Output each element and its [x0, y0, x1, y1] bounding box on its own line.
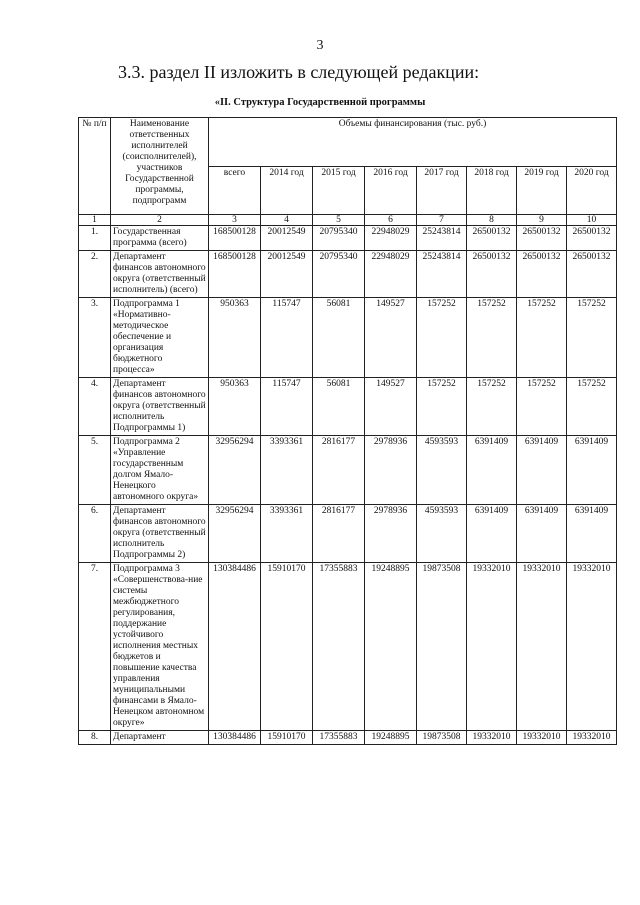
value-cell: 32956294 — [209, 505, 261, 563]
table-row — [79, 226, 617, 251]
value-cell: 157252 — [517, 378, 567, 436]
value-cell: 56081 — [313, 378, 365, 436]
value-cell: 6391409 — [567, 505, 617, 563]
value-cell: 168500128 — [209, 251, 261, 298]
column-index: 5 — [313, 215, 365, 226]
value-cell: 168500128 — [209, 226, 261, 251]
value-cell: 2978936 — [365, 505, 417, 563]
value-cell: 115747 — [261, 378, 313, 436]
row-name: Департамент — [111, 731, 209, 745]
value-cell: 4593593 — [417, 436, 467, 505]
value-cell: 3393361 — [261, 505, 313, 563]
value-cell: 19873508 — [417, 731, 467, 745]
row-name: Государственная программа (всего) — [111, 226, 209, 251]
value-cell: 19873508 — [417, 563, 467, 731]
row-name: Департамент финансов автономного округа (ответственный исполнитель) (всего) — [111, 251, 209, 298]
value-cell: 4593593 — [417, 505, 467, 563]
value-cell: 26500132 — [517, 226, 567, 251]
value-cell: 19248895 — [365, 731, 417, 745]
value-cell: 19332010 — [517, 563, 567, 731]
value-cell: 22948029 — [365, 251, 417, 298]
column-index: 2 — [111, 215, 209, 226]
value-cell: 19332010 — [567, 731, 617, 745]
value-cell: 6391409 — [567, 436, 617, 505]
value-cell: 20795340 — [313, 251, 365, 298]
row-number: 6. — [79, 505, 111, 563]
value-cell: 157252 — [467, 298, 517, 378]
funding-table — [78, 117, 617, 745]
value-cell: 157252 — [567, 378, 617, 436]
value-cell: 25243814 — [417, 251, 467, 298]
value-cell: 20012549 — [261, 226, 313, 251]
row-number: 4. — [79, 378, 111, 436]
value-cell: 26500132 — [517, 251, 567, 298]
year-header: 2015 год — [313, 166, 365, 215]
value-cell: 15910170 — [261, 731, 313, 745]
year-header: 2014 год — [261, 166, 313, 215]
year-header: 2020 год — [567, 166, 617, 215]
value-cell: 22948029 — [365, 226, 417, 251]
year-header: 2016 год — [365, 166, 417, 215]
row-name: Департамент финансов автономного округа (ответственный исполнитель Подпрограммы 2) — [111, 505, 209, 563]
column-index: 1 — [79, 215, 111, 226]
value-cell: 19332010 — [467, 563, 517, 731]
table-row — [79, 731, 617, 745]
section-heading: 3.3. раздел II изложить в следующей редакции: — [118, 62, 480, 82]
year-header: 2018 год — [467, 166, 517, 215]
value-cell: 19332010 — [467, 731, 517, 745]
column-index: 9 — [517, 215, 567, 226]
value-cell: 6391409 — [517, 436, 567, 505]
value-cell: 157252 — [467, 378, 517, 436]
row-name: Подпрограмма 1 «Нормативно-методическое обеспечение и организация бюджетного процесса» — [111, 298, 209, 378]
column-index: 3 — [209, 215, 261, 226]
row-number: 7. — [79, 563, 111, 731]
table-row — [79, 505, 617, 563]
value-cell: 32956294 — [209, 436, 261, 505]
value-cell: 17355883 — [313, 731, 365, 745]
value-cell: 6391409 — [467, 505, 517, 563]
column-index: 10 — [567, 215, 617, 226]
value-cell: 2978936 — [365, 436, 417, 505]
table-row — [79, 378, 617, 436]
value-cell: 19248895 — [365, 563, 417, 731]
header-row — [79, 118, 617, 167]
row-number: 2. — [79, 251, 111, 298]
row-name: Департамент финансов автономного округа (ответственный исполнитель Подпрограммы 1) — [111, 378, 209, 436]
row-number: 5. — [79, 436, 111, 505]
year-header: всего — [209, 166, 261, 215]
value-cell: 157252 — [417, 298, 467, 378]
row-number: 1. — [79, 226, 111, 251]
value-cell: 2816177 — [313, 505, 365, 563]
value-cell: 149527 — [365, 298, 417, 378]
row-name: Подпрограмма 3 «Совершенствова-ние системы межбюджетного регулирования, поддержание устойчивого исполнения местных бюджетов и повышение качества управления муниципальными финансами в Ямало-Ненецком автономном округе» — [111, 563, 209, 731]
value-cell: 950363 — [209, 298, 261, 378]
table-title: «II. Структура Государственной программы — [214, 97, 426, 108]
value-cell: 6391409 — [517, 505, 567, 563]
row-number: 8. — [79, 731, 111, 745]
column-index: 8 — [467, 215, 517, 226]
value-cell: 56081 — [313, 298, 365, 378]
row-name: Подпрограмма 2 «Управление государственным долгом Ямало-Ненецкого автономного округа» — [111, 436, 209, 505]
table-row — [79, 436, 617, 505]
value-cell: 130384486 — [209, 731, 261, 745]
value-cell: 950363 — [209, 378, 261, 436]
row-number: 3. — [79, 298, 111, 378]
value-cell: 157252 — [567, 298, 617, 378]
value-cell: 26500132 — [567, 251, 617, 298]
table-row — [79, 298, 617, 378]
value-cell: 115747 — [261, 298, 313, 378]
value-cell: 157252 — [517, 298, 567, 378]
value-cell: 2816177 — [313, 436, 365, 505]
value-cell: 130384486 — [209, 563, 261, 731]
value-cell: 17355883 — [313, 563, 365, 731]
value-cell: 157252 — [417, 378, 467, 436]
value-cell: 26500132 — [467, 251, 517, 298]
year-header: 2017 год — [417, 166, 467, 215]
value-cell: 19332010 — [517, 731, 567, 745]
value-cell: 19332010 — [567, 563, 617, 731]
value-cell: 20795340 — [313, 226, 365, 251]
column-index: 7 — [417, 215, 467, 226]
year-header: 2019 год — [517, 166, 567, 215]
column-index: 4 — [261, 215, 313, 226]
column-header-funding: Объемы финансирования (тыс. руб.) — [209, 118, 617, 167]
value-cell: 20012549 — [261, 251, 313, 298]
value-cell: 26500132 — [567, 226, 617, 251]
value-cell: 6391409 — [467, 436, 517, 505]
value-cell: 149527 — [365, 378, 417, 436]
value-cell: 25243814 — [417, 226, 467, 251]
column-index: 6 — [365, 215, 417, 226]
page-number: 3 — [316, 38, 324, 53]
table-row — [79, 563, 617, 731]
column-header-name: Наименование ответственных исполнителей (соисполнителей), участников Государственной программы, подпрограмм — [111, 118, 209, 215]
table-row — [79, 251, 617, 298]
value-cell: 3393361 — [261, 436, 313, 505]
value-cell: 15910170 — [261, 563, 313, 731]
column-header-number: № п/п — [79, 118, 111, 215]
column-index-row — [79, 215, 617, 226]
value-cell: 26500132 — [467, 226, 517, 251]
